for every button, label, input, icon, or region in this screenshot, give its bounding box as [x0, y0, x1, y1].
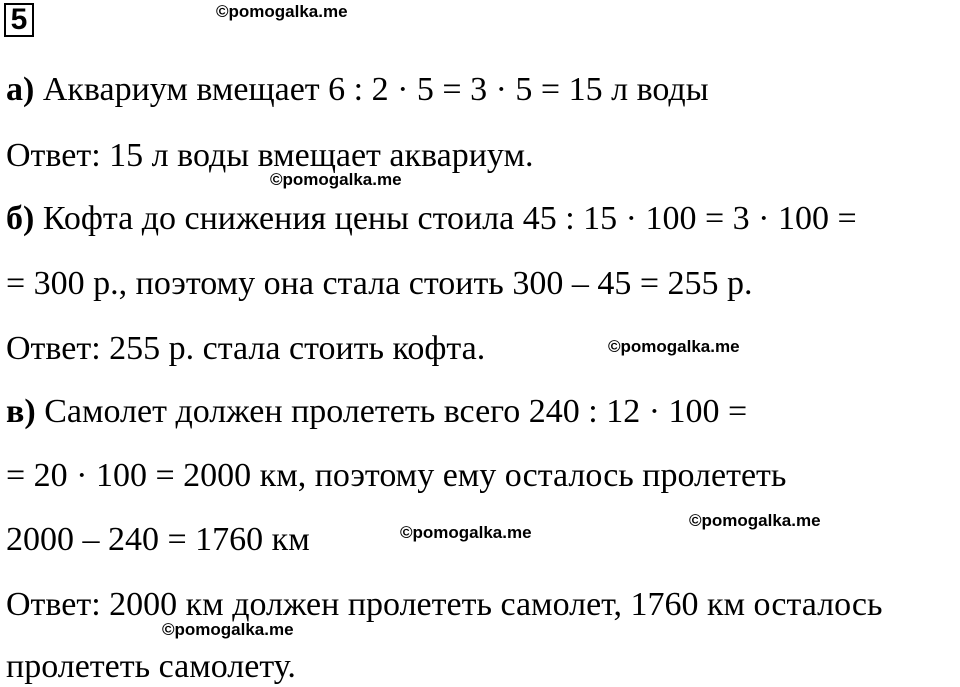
part-c-line-2: = 20 · 100 = 2000 км, поэтому ему осталось пролететь — [6, 457, 787, 494]
watermark: ©pomogalka.me — [216, 2, 348, 21]
watermark: ©pomogalka.me — [400, 523, 532, 542]
part-b-line-1 — [6, 199, 857, 239]
task-number-box: 5 — [4, 3, 34, 37]
part-a-text: Аквариум вмещает 6 : 2 · 5 = 3 · 5 = 15 л воды — [34, 71, 709, 108]
part-b-line-2: = 300 р., поэтому она стала стоить 300 – 45 = 255 р. — [6, 265, 753, 302]
watermark: ©pomogalka.me — [162, 620, 294, 639]
part-c-text-1: Самолет должен пролететь всего 240 : 12 · 100 = — [35, 393, 748, 430]
part-c-line-1 — [6, 392, 747, 432]
part-c-line-3: 2000 – 240 = 1760 км — [6, 521, 310, 558]
part-b-label: б) — [6, 200, 35, 237]
part-a-line — [6, 70, 709, 110]
part-a-answer: Ответ: 15 л воды вмещает аквариум. — [6, 137, 534, 174]
part-b-text-1: Кофта до снижения цены стоила 45 : 15 · 100 = 3 · 100 = — [34, 200, 857, 237]
part-b-answer: Ответ: 255 р. стала стоить кофта. — [6, 330, 486, 367]
watermark: ©pomogalka.me — [270, 170, 402, 189]
part-c-answer-2: пролететь самолету. — [6, 648, 296, 685]
part-c-label: в) — [6, 393, 36, 430]
part-c-answer-1: Ответ: 2000 км должен пролететь самолет, 1760 км осталось — [6, 586, 883, 623]
part-a-label: а) — [6, 71, 35, 108]
watermark: ©pomogalka.me — [689, 511, 821, 530]
watermark: ©pomogalka.me — [608, 337, 740, 356]
